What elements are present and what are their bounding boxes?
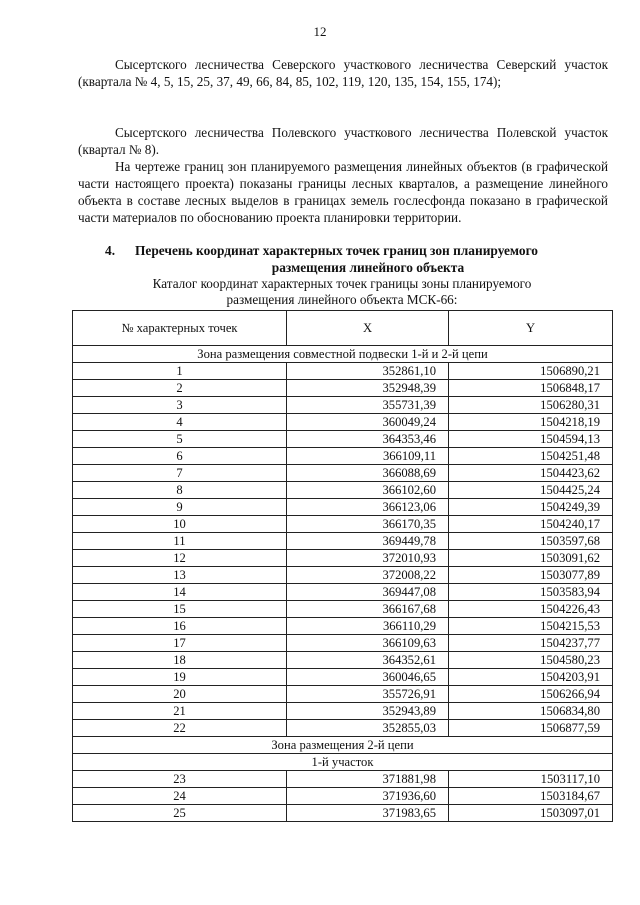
y-cell: 1506266,94 <box>449 686 613 703</box>
y-cell: 1504423,62 <box>449 465 613 482</box>
table-row <box>73 465 613 482</box>
caption-line1: Каталог координат характерных точек границы зоны планируемого <box>152 276 532 291</box>
x-cell: 355731,39 <box>287 397 449 414</box>
table-row <box>73 805 613 822</box>
y-cell: 1504203,91 <box>449 669 613 686</box>
x-cell: 371936,60 <box>287 788 449 805</box>
point-number-cell: 3 <box>73 397 287 414</box>
coordinates-table <box>72 310 613 822</box>
point-number-cell: 15 <box>73 601 287 618</box>
x-cell: 366167,68 <box>287 601 449 618</box>
x-cell: 366102,60 <box>287 482 449 499</box>
y-cell: 1504215,53 <box>449 618 613 635</box>
x-cell: 360049,24 <box>287 414 449 431</box>
y-cell: 1503184,67 <box>449 788 613 805</box>
point-number-cell: 19 <box>73 669 287 686</box>
group-title: Зона размещения совместной подвески 1-й и 2-й цепи <box>73 346 613 363</box>
table-row <box>73 686 613 703</box>
point-number-cell: 14 <box>73 584 287 601</box>
x-cell: 360046,65 <box>287 669 449 686</box>
point-number-cell: 12 <box>73 550 287 567</box>
point-number-cell: 1 <box>73 363 287 380</box>
group-subtitle: 1-й участок <box>73 754 613 771</box>
table-row <box>73 499 613 516</box>
y-cell: 1506848,17 <box>449 380 613 397</box>
page-number: 12 <box>313 24 327 39</box>
point-number-cell: 23 <box>73 771 287 788</box>
y-cell: 1506890,21 <box>449 363 613 380</box>
table-caption <box>72 276 612 308</box>
point-number-cell: 7 <box>73 465 287 482</box>
group-title: Зона размещения 2-й цепи <box>73 737 613 754</box>
y-cell: 1504580,23 <box>449 652 613 669</box>
y-cell: 1506877,59 <box>449 720 613 737</box>
section-number: 4. <box>105 243 116 258</box>
table-row <box>73 618 613 635</box>
paragraph-polevskoy <box>78 124 608 158</box>
table-row <box>73 533 613 550</box>
paragraph-severskiy <box>78 56 608 90</box>
x-cell: 369447,08 <box>287 584 449 601</box>
paragraph-text: Сысертского лесничества Северского участкового лесничества Северский участок (квартала № 4, 5, 15, 25, 37, 49, 66, 84, 85, 102, 119, 120, 135, 154, 155, 174); <box>78 57 608 89</box>
x-cell: 352855,03 <box>287 720 449 737</box>
section-title-line1: Перечень координат характерных точек границ зон планируемого <box>135 243 539 258</box>
point-number-cell: 8 <box>73 482 287 499</box>
y-cell: 1503597,68 <box>449 533 613 550</box>
point-number-cell: 6 <box>73 448 287 465</box>
y-cell: 1504425,24 <box>449 482 613 499</box>
table-row <box>73 431 613 448</box>
y-cell: 1506280,31 <box>449 397 613 414</box>
paragraph-text: На чертеже границ зон планируемого размещения линейных объектов (в графической части настоящего проекта) показаны границы лесных кварталов, а размещение линейного объекта в составе лесных выделов в границах земель гослесфонда показано в графической части материалов по обоснованию проекта планировки территории. <box>78 159 608 225</box>
table-row <box>73 380 613 397</box>
y-cell: 1504218,19 <box>449 414 613 431</box>
table-row <box>73 414 613 431</box>
table-row <box>73 788 613 805</box>
point-number-cell: 24 <box>73 788 287 805</box>
point-number-cell: 9 <box>73 499 287 516</box>
point-number-cell: 2 <box>73 380 287 397</box>
x-cell: 364352,61 <box>287 652 449 669</box>
point-number-cell: 21 <box>73 703 287 720</box>
table-row <box>73 652 613 669</box>
table-row <box>73 703 613 720</box>
table-row <box>73 448 613 465</box>
y-cell: 1504237,77 <box>449 635 613 652</box>
x-cell: 366088,69 <box>287 465 449 482</box>
point-number-cell: 17 <box>73 635 287 652</box>
table-row <box>73 669 613 686</box>
table-row <box>73 397 613 414</box>
x-cell: 364353,46 <box>287 431 449 448</box>
table-row <box>73 516 613 533</box>
y-cell: 1504249,39 <box>449 499 613 516</box>
x-cell: 366110,29 <box>287 618 449 635</box>
x-cell: 366123,06 <box>287 499 449 516</box>
y-cell: 1503091,62 <box>449 550 613 567</box>
x-cell: 352861,10 <box>287 363 449 380</box>
point-number-cell: 22 <box>73 720 287 737</box>
y-cell: 1504240,17 <box>449 516 613 533</box>
y-cell: 1504594,13 <box>449 431 613 448</box>
y-cell: 1504251,48 <box>449 448 613 465</box>
table-row <box>73 771 613 788</box>
group-subtitle-row <box>73 754 613 771</box>
paragraph-drawing-note <box>78 158 608 226</box>
x-cell: 372008,22 <box>287 567 449 584</box>
x-cell: 366170,35 <box>287 516 449 533</box>
table-row <box>73 482 613 499</box>
y-cell: 1503583,94 <box>449 584 613 601</box>
point-number-cell: 18 <box>73 652 287 669</box>
point-number-cell: 25 <box>73 805 287 822</box>
point-number-cell: 5 <box>73 431 287 448</box>
point-number-cell: 13 <box>73 567 287 584</box>
table-row <box>73 550 613 567</box>
section-title-line2: размещения линейного объекта <box>271 260 465 275</box>
x-cell: 372010,93 <box>287 550 449 567</box>
x-cell: 366109,11 <box>287 448 449 465</box>
point-number-cell: 20 <box>73 686 287 703</box>
y-cell: 1503097,01 <box>449 805 613 822</box>
x-cell: 352948,39 <box>287 380 449 397</box>
table-row <box>73 363 613 380</box>
x-cell: 355726,91 <box>287 686 449 703</box>
x-cell: 366109,63 <box>287 635 449 652</box>
y-cell: 1504226,43 <box>449 601 613 618</box>
table-header-row <box>73 311 613 346</box>
point-number-cell: 4 <box>73 414 287 431</box>
point-number-cell: 11 <box>73 533 287 550</box>
y-cell: 1506834,80 <box>449 703 613 720</box>
x-cell: 369449,78 <box>287 533 449 550</box>
table-body <box>73 346 613 822</box>
table-row <box>73 584 613 601</box>
header-y: Y <box>449 311 613 346</box>
header-point-number: № характерных точек <box>73 311 287 346</box>
x-cell: 371881,98 <box>287 771 449 788</box>
paragraph-text: Сысертского лесничества Полевского участкового лесничества Полевской участок (квартал № 8). <box>78 125 608 157</box>
table-row <box>73 720 613 737</box>
group-title-row <box>73 737 613 754</box>
point-number-cell: 16 <box>73 618 287 635</box>
header-x: X <box>287 311 449 346</box>
x-cell: 371983,65 <box>287 805 449 822</box>
table-row <box>73 635 613 652</box>
table-row <box>73 567 613 584</box>
group-title-row <box>73 346 613 363</box>
y-cell: 1503117,10 <box>449 771 613 788</box>
y-cell: 1503077,89 <box>449 567 613 584</box>
table-row <box>73 601 613 618</box>
x-cell: 352943,89 <box>287 703 449 720</box>
caption-line2: размещения линейного объекта МСК-66: <box>226 292 458 307</box>
point-number-cell: 10 <box>73 516 287 533</box>
